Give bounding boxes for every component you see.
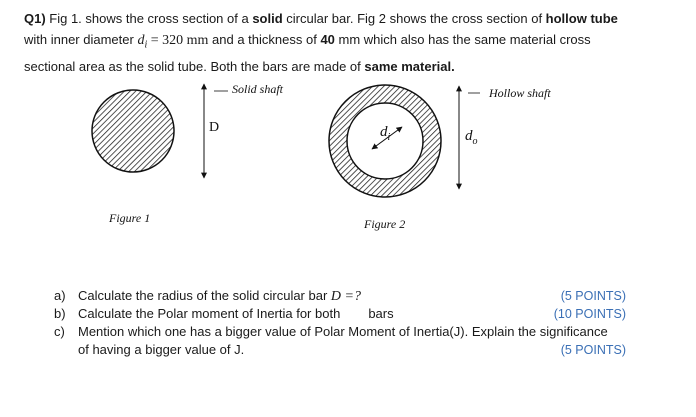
part-text [78, 305, 394, 323]
bold-thickness: 40 [320, 32, 335, 47]
intro-text: sectional area as the solid tube. Both the bars are made of [24, 58, 365, 74]
part-letter: a) [54, 288, 66, 303]
intro-text: with inner diameter [24, 32, 138, 47]
part-c-text: Mention which one has a bigger value of Polar Moment of Inertia(J). Explain the significance [78, 324, 608, 339]
d-label: D [209, 120, 220, 135]
di-subscript: i [144, 39, 148, 51]
part-b-text: Calculate the Polar moment of Inertia for both [78, 306, 341, 321]
part-a-text: Calculate the radius of the solid circular bar [78, 288, 331, 303]
figure-1-caption: Figure 1 [109, 211, 151, 225]
intro-text: circular bar. Fig 2 shows the cross section of [282, 11, 546, 26]
figure-2-caption: Figure 2 [364, 217, 406, 231]
part-letter: b) [54, 306, 66, 321]
do-label [465, 128, 478, 147]
do-label-d: d [465, 128, 473, 144]
di-label [380, 124, 390, 143]
points-badge: (5 POINTS) [560, 289, 626, 303]
part-letter: c) [54, 324, 65, 339]
points-badge: (5 POINTS) [560, 343, 626, 357]
intro-text: Fig 1. shows the cross section of a [45, 11, 253, 26]
question-number: Q1) [24, 11, 46, 26]
solid-shaft-circle [92, 90, 174, 172]
part-c-text-continued: of having a bigger value of J. [78, 342, 245, 357]
intro-text: mm which also has the same material cross [334, 32, 591, 47]
bold-same-material: same material. [364, 58, 455, 74]
bold-hollow-tube: hollow tube [545, 11, 618, 26]
hollow-shaft-label: Hollow shaft [489, 86, 551, 100]
points-badge: (10 POINTS) [553, 307, 626, 321]
di-label-sub: i [387, 132, 391, 143]
part-a-math: D =? [330, 289, 361, 304]
solid-shaft-label: Solid shaft [232, 82, 284, 96]
di-equation: = 320 mm [147, 33, 209, 48]
intro-text: and a thickness of [208, 32, 321, 47]
bold-solid: solid [252, 11, 283, 26]
do-label-sub: o [472, 136, 478, 147]
di-symbol: d [137, 33, 145, 48]
di-label-d: d [380, 124, 388, 140]
part-text [78, 287, 361, 306]
part-b-text-bars: bars [368, 306, 394, 321]
